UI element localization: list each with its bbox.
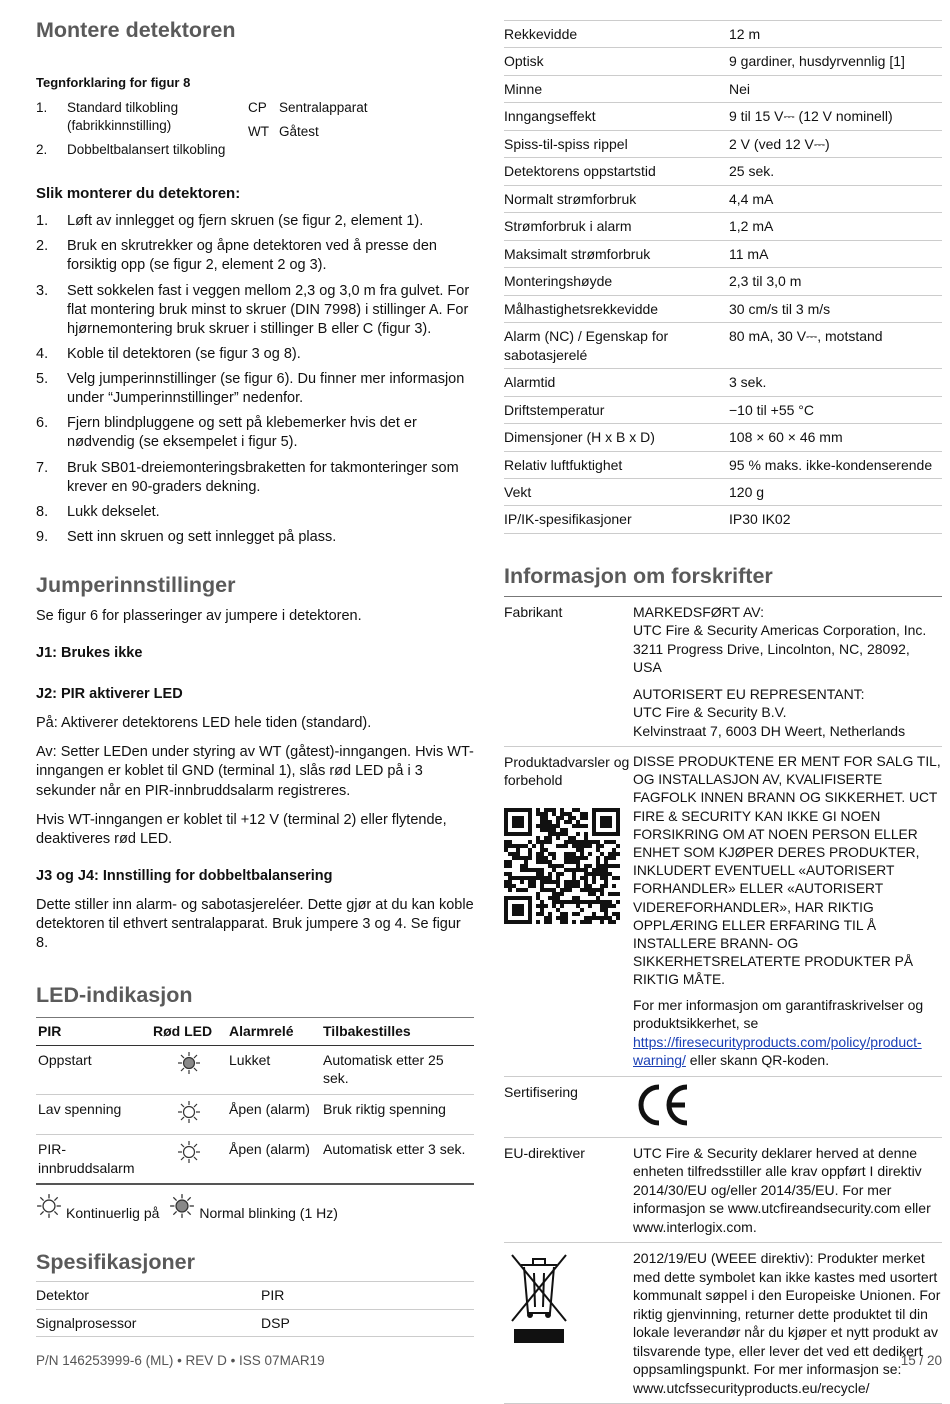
led-title: LED-indikasjon xyxy=(36,983,193,1008)
table-row xyxy=(504,1137,942,1242)
led-table xyxy=(36,1017,474,1185)
list-item: 8. Lukk dekselet. xyxy=(36,503,160,520)
table-row: Maksimalt strømforbruk 11 mA xyxy=(504,240,942,267)
table-row: Signalprosessor DSP xyxy=(36,1309,474,1336)
list-item: 1. Løft av innlegget og fjern skruen (se figur 2, element 1). xyxy=(36,213,424,230)
table-row: Spiss-til-spiss rippel 2 V (ved 12 V⎓) xyxy=(504,130,942,157)
table-row: Monteringshøyde 2,3 til 3,0 m xyxy=(504,268,942,295)
figure-legend xyxy=(36,99,474,164)
table-row: Minne Nei xyxy=(504,75,942,102)
table-row: Strømforbruk i alarm 1,2 mA xyxy=(504,213,942,240)
table-row: Dimensjoner (H x B x D) 108 × 60 × 46 mm xyxy=(504,424,942,451)
legend-item: 2. Dobbeltbalansert tilkobling xyxy=(36,141,226,157)
reg-title: Informasjon om forskrifter xyxy=(504,563,773,588)
table-row: Inngangseffekt 9 til 15 V⎓ (12 V nominell) xyxy=(504,103,942,130)
eu-text: UTC Fire & Security deklarer herved at denne enheten tilfredsstiller alle krav oppført I direktiv 2014/30/EU og/eller 2014/35/EU. For mer informasjon se www.utcfireandsecurity.com eller www.interlogix.com. xyxy=(633,1137,942,1242)
spec-title: Spesifikasjoner xyxy=(36,1249,195,1274)
weee-bin-icon xyxy=(504,1336,574,1352)
legend-steady-label: Kontinuerlig på xyxy=(66,1205,160,1222)
warnings-label: Produktadvarsler og forbehold xyxy=(504,753,630,789)
legend-title: Tegnforklaring for figur 8 xyxy=(36,74,191,90)
table-row xyxy=(504,1076,942,1137)
table-row: Rekkevidde 12 m xyxy=(504,21,942,48)
j2-text: Av: Setter LEDen under styring av WT (gåtest)-inngangen. Hvis WT-inngangen er koblet til GND (terminal 1), slås rød LED på i 3 sekunder når en PIR-innbruddsalarm registreres. xyxy=(36,744,474,799)
led-header: Rød LED xyxy=(151,1018,227,1045)
table-row: Vekt 120 g xyxy=(504,478,942,505)
table-row: Lav spenning Åpen (alarm) Bruk riktig spenning xyxy=(36,1094,474,1134)
steady-icon xyxy=(177,1140,201,1168)
right-column xyxy=(504,20,942,1404)
steps-list xyxy=(36,212,474,547)
j2-text: På: Aktiverer detektorens LED hele tiden (standard). xyxy=(36,715,372,732)
weee-text: 2012/19/EU (WEEE direktiv): Produkter merket med dette symbolet kan ikke kastes med usortert kommunalt søppel i den Europeiske Unionen. For riktig gjenvinning, returner dette produktet til din lokale leverandør når du kjøper et nytt produkt av tilsvarende type, eller lever det ved ett dedikert oppsamlingspunkt. For mer informasjon se: www.utcfssecurityproducts.eu/recycle/ xyxy=(633,1243,942,1404)
footer-page-number: 15 / 20 xyxy=(900,1353,942,1368)
table-row: Optisk 9 gardiner, husdyrvennlig [1] xyxy=(504,48,942,75)
table-row: Alarm (NC) / Egenskap for sabotasjerelé 80 mA, 30 V⎓, motstand xyxy=(504,323,942,369)
j2-text: Hvis WT-inngangen er koblet til +12 V (terminal 2) eller flytende, deaktiveres rød LED. xyxy=(36,811,447,847)
table-row: Alarmtid 3 sek. xyxy=(504,369,942,396)
table-row: Driftstemperatur −10 til +55 °C xyxy=(504,396,942,423)
table-row: Normalt strømforbruk 4,4 mA xyxy=(504,185,942,212)
legend-item: 1. Standard tilkobling (fabrikkinnstilling) xyxy=(36,99,179,133)
blink-icon xyxy=(177,1051,201,1079)
list-item: 5. Velg jumperinnstillinger (se figur 6). Du finner mer informasjon under “Jumperinnstillinger” nedenfor. xyxy=(36,371,465,407)
spec-table xyxy=(36,1281,474,1337)
j1-title: J1: Brukes ikke xyxy=(36,644,143,661)
qr-code xyxy=(504,808,633,928)
steady-icon xyxy=(36,1193,62,1223)
legend-abbr: WT Gåtest xyxy=(248,123,319,139)
table-row: Produktadvarsler og forbehold DISSE PRODUKTENE ER MENT FOR SALG TIL, OG INSTALLASJON AV, KVALIFISERTE FAGFOLK INNEN BRANN OG SIKKERHET. UCT FIRE & SECURITY KAN IKKE GI NOEN FORSIKRING OM AT NOEN PERSON ELLER ENHET SOM KJØPER DERES PRODUKTER, INKLUDERT EVENTUELL «AUTORISERT FORHANDLER» ELLER «AUTORISERT VIDEREFORHANDLER», HAR RIKTIG OPPLÆRING ELLER ERFARING TIL Å INSTALLERE BRANN- OG SIKKERHETSRELATERTE PRODUKTER PÅ RIKTIG MÅTE. For mer informasjon om garantifraskrivelser og produktsikkerhet, se https://firesecurityproducts.com/policy/product-warning/ eller skann QR-koden. xyxy=(504,746,942,1076)
left-column xyxy=(36,18,474,1337)
howto-title: Slik monterer du detektoren: xyxy=(36,185,241,203)
blink-icon xyxy=(169,1193,195,1223)
table-row: Oppstart Lukket Automatisk etter 25 sek. xyxy=(36,1045,474,1094)
led-header: Alarmrelé xyxy=(227,1018,321,1045)
list-item: 9. Sett inn skruen og sett innlegget på plass. xyxy=(36,528,337,545)
table-row: IP/IK-spesifikasjoner IP30 IK02 xyxy=(504,506,942,533)
table-row: Detektorens oppstartstid 25 sek. xyxy=(504,158,942,185)
manufacturer-label: Fabrikant xyxy=(504,596,633,746)
j34-title: J3 og J4: Innstilling for dobbeltbalansering xyxy=(36,867,333,884)
led-header: PIR xyxy=(36,1018,151,1045)
eu-label: EU-direktiver xyxy=(504,1137,633,1242)
list-item: 2. Bruk en skrutrekker og åpne detektoren ved å presse den forsiktig opp (se figur 2, element 2 og 3). xyxy=(36,238,437,274)
j34-text: Dette stiller inn alarm- og sabotasjereléer. Dette gjør at du kan koble detektoren til ethvert sentralapparat. Bruk jumpere 3 og 4. Se figur 8. xyxy=(36,897,474,952)
jumper-title: Jumperinnstillinger xyxy=(36,573,236,598)
legend-abbr: CP Sentralapparat xyxy=(248,99,368,115)
jumper-intro: Se figur 6 for plasseringer av jumpere i detektoren. xyxy=(36,607,362,624)
regulatory-table xyxy=(504,596,942,1404)
ce-mark-icon xyxy=(633,1114,693,1130)
footer-part-number: P/N 146253999-6 (ML) • REV D • ISS 07MAR19 xyxy=(36,1353,325,1368)
list-item: 7. Bruk SB01-dreiemonteringsbraketten for takmonteringer som krever en 90-graders dekning. xyxy=(36,459,459,495)
led-header: Tilbakestilles xyxy=(321,1018,474,1045)
list-item: 6. Fjern blindpluggene og sett på klebemerker hvis det er nødvendig (se eksempelet i figur 5). xyxy=(36,415,417,451)
spec-table xyxy=(504,20,942,534)
cert-label: Sertifisering xyxy=(504,1076,633,1137)
led-legend xyxy=(36,1193,474,1223)
j2-title: J2: PIR aktiverer LED xyxy=(36,686,183,703)
steady-icon xyxy=(177,1100,201,1128)
table-row xyxy=(504,1243,942,1404)
table-row: PIR-innbruddsalarm Åpen (alarm) Automatisk etter 3 sek. xyxy=(36,1135,474,1184)
table-row: Relativ luftfuktighet 95 % maks. ikke-kondenserende xyxy=(504,451,942,478)
mount-title: Montere detektoren xyxy=(36,18,236,42)
warnings-text: DISSE PRODUKTENE ER MENT FOR SALG TIL, OG INSTALLASJON AV, KVALIFISERTE FAGFOLK INNEN BRANN OG SIKKERHET. UCT FIRE & SECURITY KAN IKKE GI NOEN FORSIKRING OM AT NOEN PERSON ELLER ENHET SOM KJØPER DERES PRODUKTER, INKLUDERT EVENTUELL «AUTORISERT FORHANDLER» ELLER «AUTORISERT VIDEREFORHANDLER», HAR RIKTIG OPPLÆRING ELLER ERFARING TIL Å INSTALLERE BRANN- OG SIKKERHETSRELATERTE PRODUKTER PÅ RIKTIG MÅTE. xyxy=(633,753,941,988)
table-row: Målhastighetsrekkevidde 30 cm/s til 3 m/s xyxy=(504,295,942,322)
list-item: 3. Sett sokkelen fast i veggen mellom 2,3 og 3,0 m fra gulvet. For flat montering bruk minst to skruer (DIN 7998) i stillinger A. For hjørnemontering bruk skruer i stillinger B eller C (figur 3). xyxy=(36,282,470,337)
legend-blink-label: Normal blinking (1 Hz) xyxy=(199,1205,338,1222)
list-item: 4. Koble til detektoren (se figur 3 og 8). xyxy=(36,345,301,362)
table-row: Detektor PIR xyxy=(36,1282,474,1309)
table-row: Fabrikant MARKEDSFØRT AV: UTC Fire & Security Americas Corporation, Inc. 3211 Progress Drive, Lincolnton, NC, 28092, USA AUTORISERT EU REPRESENTANT: UTC Fire & Security B.V. Kelvinstraat 7, 6003 DH Weert, Netherlands xyxy=(504,596,942,746)
product-warning-link[interactable]: https://firesecurityproducts.com/policy/product-warning/ xyxy=(633,1033,922,1069)
